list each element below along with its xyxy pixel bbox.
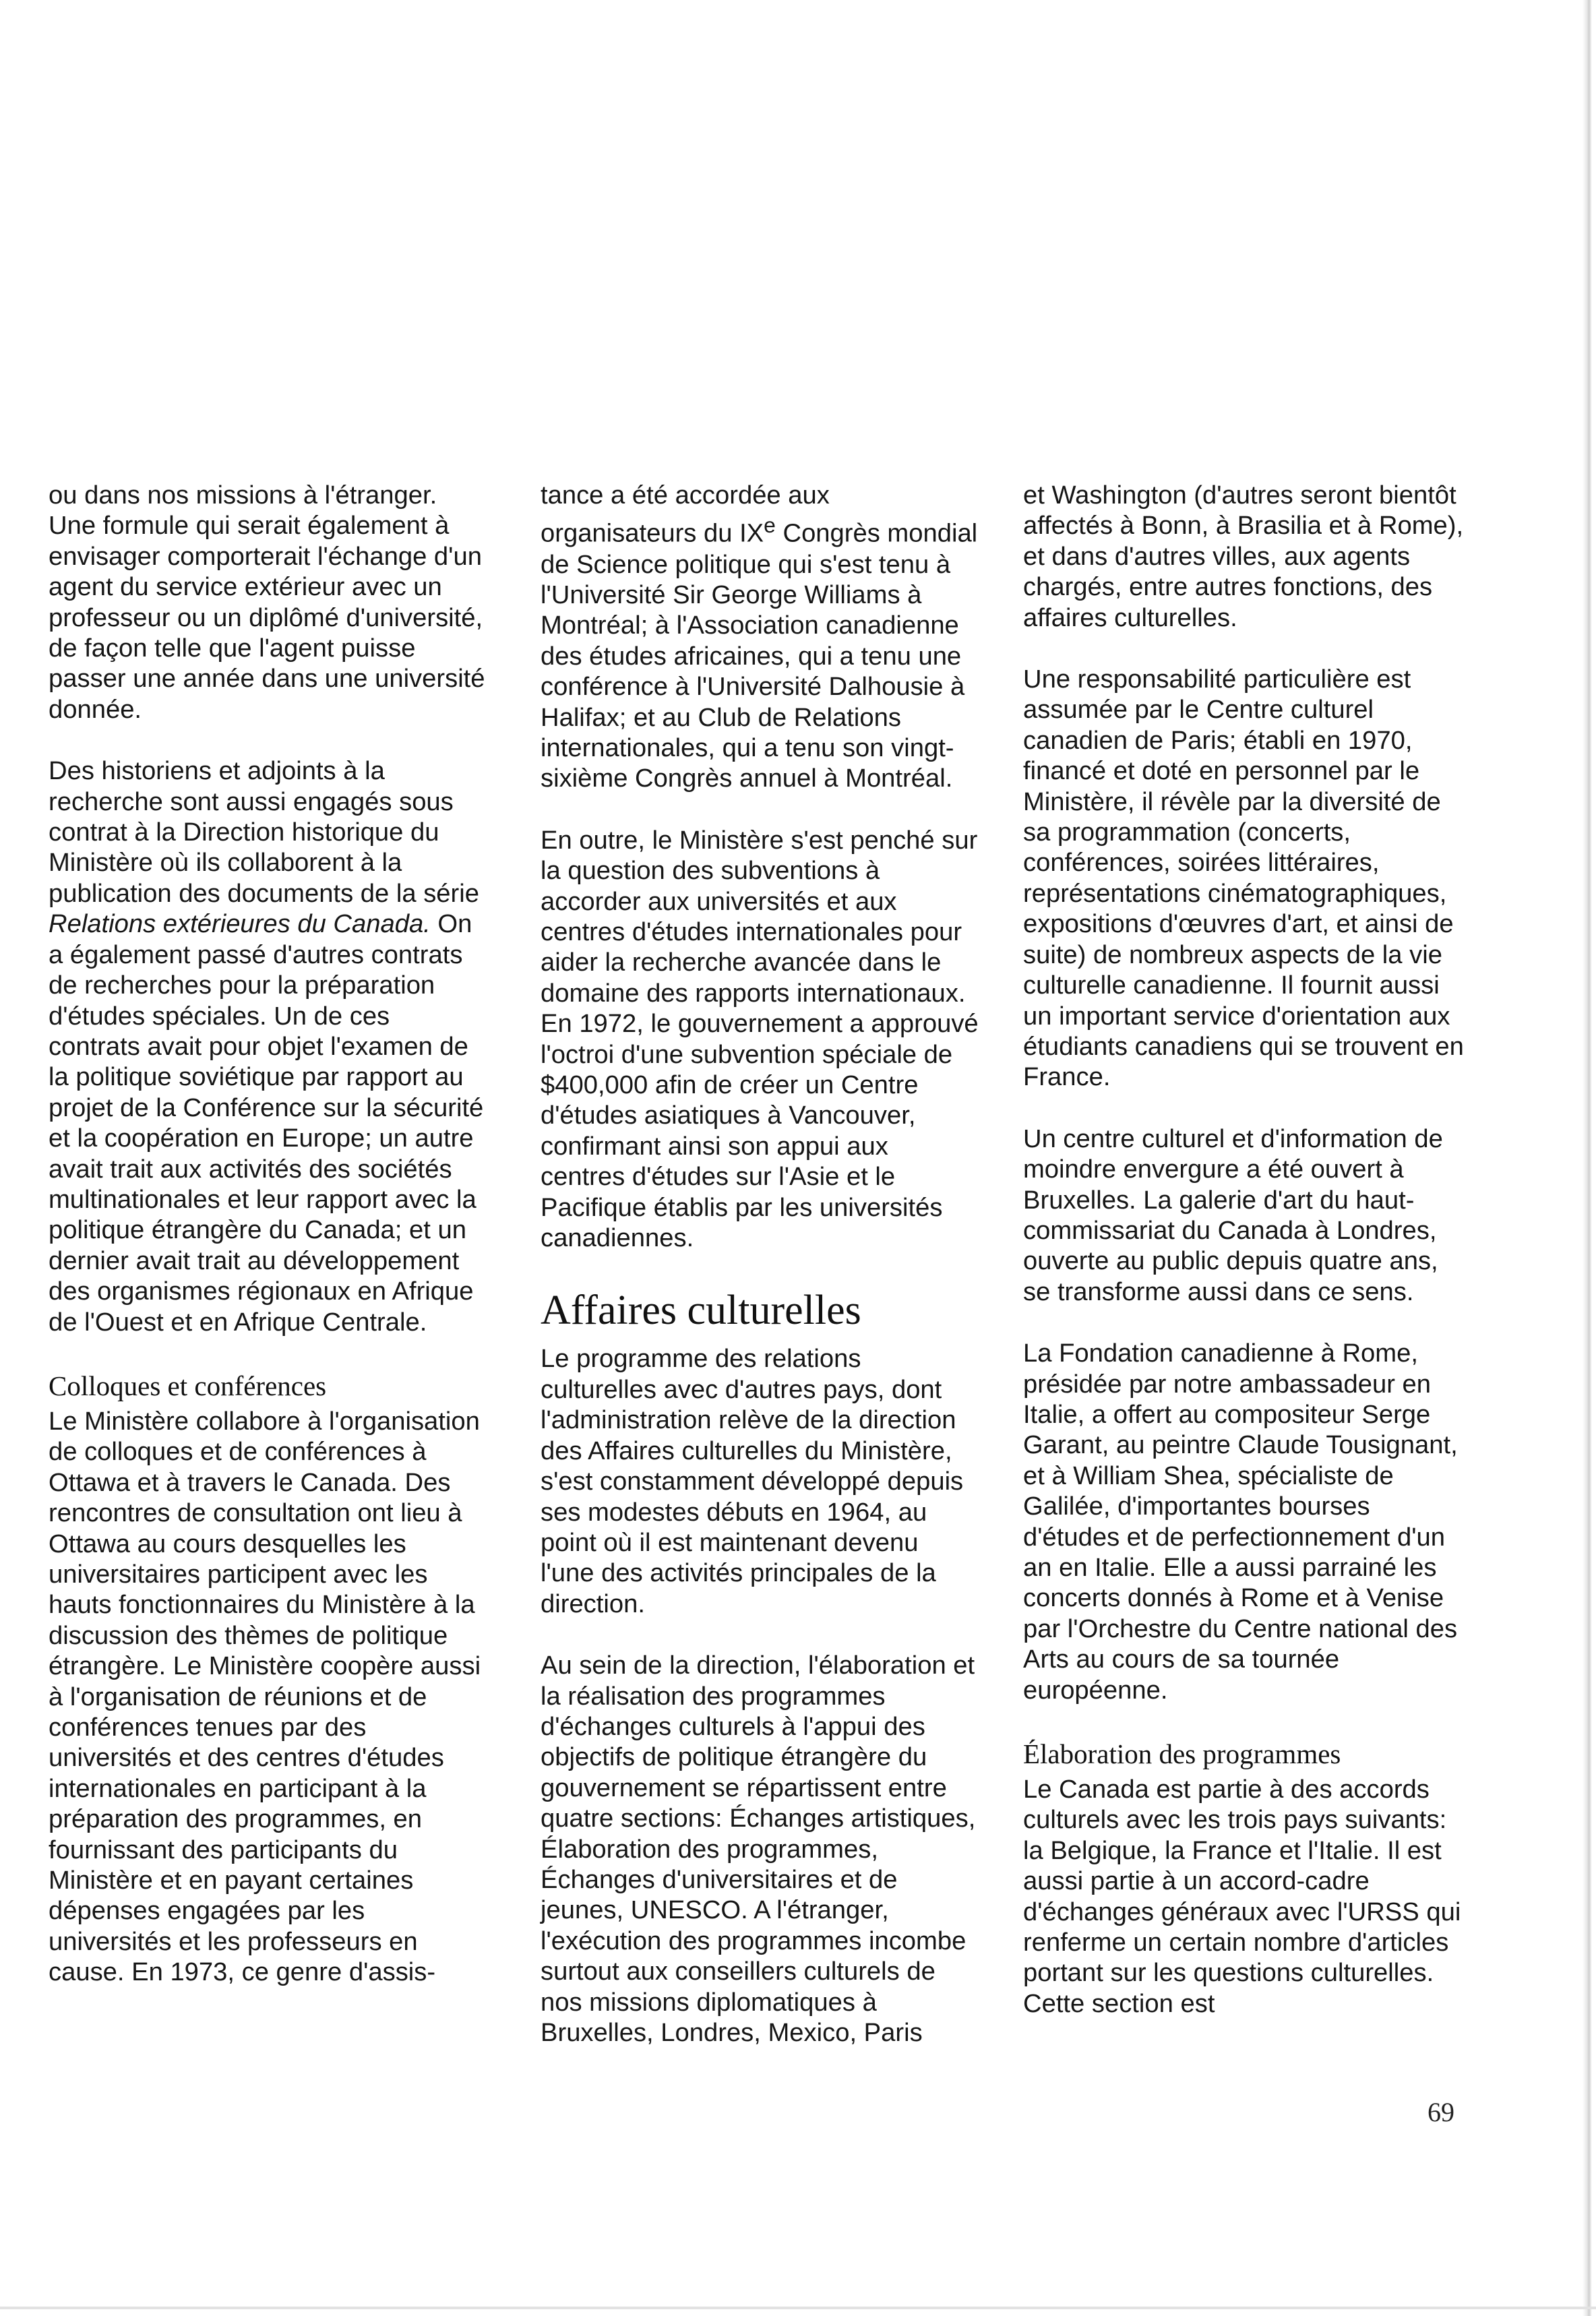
paragraph: Une responsabilité particulière est assumée par le Centre culturel canadien de Paris; établi en 1970, financé et doté en personnel par le Ministère, il révèle par la diversité de sa programmation (concerts, conférences, soirées littéraires, représentations cinématographiques, expositions d'œuvres d'art, et ainsi de suite) de nombreux aspects de la vie culturelle canadienne. Il fournit aussi un important service d'orientation aux étudiants canadiens qui se trouvent en France. (1023, 665, 1464, 1092)
text-column-2 (541, 480, 979, 2079)
paragraph: Au sein de la direction, l'élaboration et la réalisation des programmes d'échanges culturels à l'appui des objectifs de politique étrangère du gouvernement se répartissent entre quatre sections: Échanges artistiques, Élaboration des programmes, Échanges d'universitaires et de jeunes, UNESCO. A l'étranger, l'exécution des programmes incombe surtout aux conseillers culturels de nos missions diplomatiques à Bruxelles, Londres, Mexico, Paris (541, 1651, 976, 2048)
paragraph (541, 480, 979, 794)
paragraph: ou dans nos missions à l'étranger. Une formule qui serait également à envisager comporterait l'échange d'un agent du service extérieur avec un professeur ou un diplômé d'université, de façon telle que l'agent puisse passer une année dans une université donnée. (49, 481, 485, 724)
paragraph (49, 756, 487, 1337)
paragraph: et Washington (d'autres seront bientôt affectés à Bonn, à Brasilia et à Rome), et dans d'autres villes, aux agents chargés, entre autres fonctions, des affaires culturelles. (1023, 481, 1464, 632)
paragraph-text: tance a été accordée aux organisateurs du IX (541, 481, 830, 549)
paragraph: Un centre culturel et d'information de moindre envergure a été ouvert à Bruxelles. La galerie d'art du haut-commissariat du Canada à Londres, ouverte au public depuis quatre ans, se transforme aussi dans ce sens. (1023, 1124, 1443, 1306)
paragraph-text: On a également passé d'autres contrats de recherches pour la préparation d'études spéciales. Un de ces contrats avait pour objet l'examen de la politique soviétique par rapport au projet de la Conférence sur la sécurité et la coopération en Europe; un autre avait trait aux activités des sociétés multinationales et leur rapport avec la politique étrangère du Canada; et un dernier avait trait au développement des organismes régionaux en Afrique de l'Ouest et en Afrique Centrale. (49, 909, 484, 1337)
paragraph-text: Des historiens et adjoints à la recherche sont aussi engagés sous contrat à la Direction historique du Ministère où ils collaborent à la publication des documents de la série (49, 756, 479, 908)
page-number: 69 (1428, 2097, 1454, 2127)
text-column-1 (49, 480, 487, 2019)
paragraph: La Fondation canadienne à Rome, présidée par notre ambassadeur en Italie, a offert au compositeur Serge Garant, au peintre Claude Tousignant, et à William Shea, spécialiste de Galilée, d'importantes bourses d'études et de perfectionnement d'un an en Italie. Elle a aussi parrainé les concerts donnés à Rome et à Venise par l'Orchestre du Centre national des Arts au cours de sa tournée européenne. (1023, 1339, 1458, 1705)
series-title: Relations extérieures du Canada. (49, 909, 431, 939)
paragraph: Le programme des relations culturelles avec d'autres pays, dont l'administration relève de la direction des Affaires culturelles du Ministère, s'est constamment développé depuis ses modestes débuts en 1964, au point où il est maintenant devenu l'une des activités principales de la direction. (541, 1344, 964, 1618)
superscript: e (764, 513, 776, 538)
scan-edge-right (1583, 0, 1592, 2316)
paragraph: En outre, le Ministère s'est penché sur la question des subventions à accorder aux universités et aux centres d'études internationales pour aider la recherche avancée dans le domaine des rapports internationaux. En 1972, le gouvernement a approuvé l'octroi d'une subvention spéciale de $400,000 afin de créer un Centre d'études asiatiques à Vancouver, confirmant ainsi son appui aux centres d'études sur l'Asie et le Pacifique établis par les universités canadiennes. (541, 825, 979, 1253)
section-heading-affaires-culturelles: Affaires culturelles (541, 1287, 861, 1334)
paragraph-text: Congrès mondial de Science politique qui s'est tenu à l'Université Sir George Williams à Montréal; à l'Association canadienne des études africaines, qui a tenu une conférence à l'Université Dalhousie à Halifax; et au Club de Relations internationales, qui a tenu son vingt-sixième Congrès annuel à Montréal. (541, 519, 978, 793)
paragraph: Le Ministère collabore à l'organisation de colloques et de conférences à Ottawa et à travers le Canada. Des rencontres de consultation ont lieu à Ottawa au cours desquelles les universitaires participent avec les hauts fonctionnaires du Ministère à la discussion des thèmes de politique étrangère. Le Ministère coopère aussi à l'organisation de réunions et de conférences tenues par des universités et des centres d'études internationales en participant à la préparation des programmes, en fournissant des participants du Ministère et en payant certaines dépenses engagées par les universités et les professeurs en cause. En 1973, ce genre d'assis- (49, 1406, 481, 1987)
scan-edge-bottom (0, 2307, 1596, 2309)
subheading-colloques: Colloques et conférences (49, 1370, 327, 1401)
subheading-elaboration: Élaboration des programmes (1023, 1738, 1341, 1770)
paragraph: Le Canada est partie à des accords culturels avec les trois pays suivants: la Belgique, la France et l'Italie. Il est aussi partie à un accord-cadre d'échanges généraux avec l'URSS qui renferme un certain nombre d'articles portant sur les questions culturelles. Cette section est (1023, 1775, 1461, 2018)
text-column-3 (1023, 480, 1471, 2050)
